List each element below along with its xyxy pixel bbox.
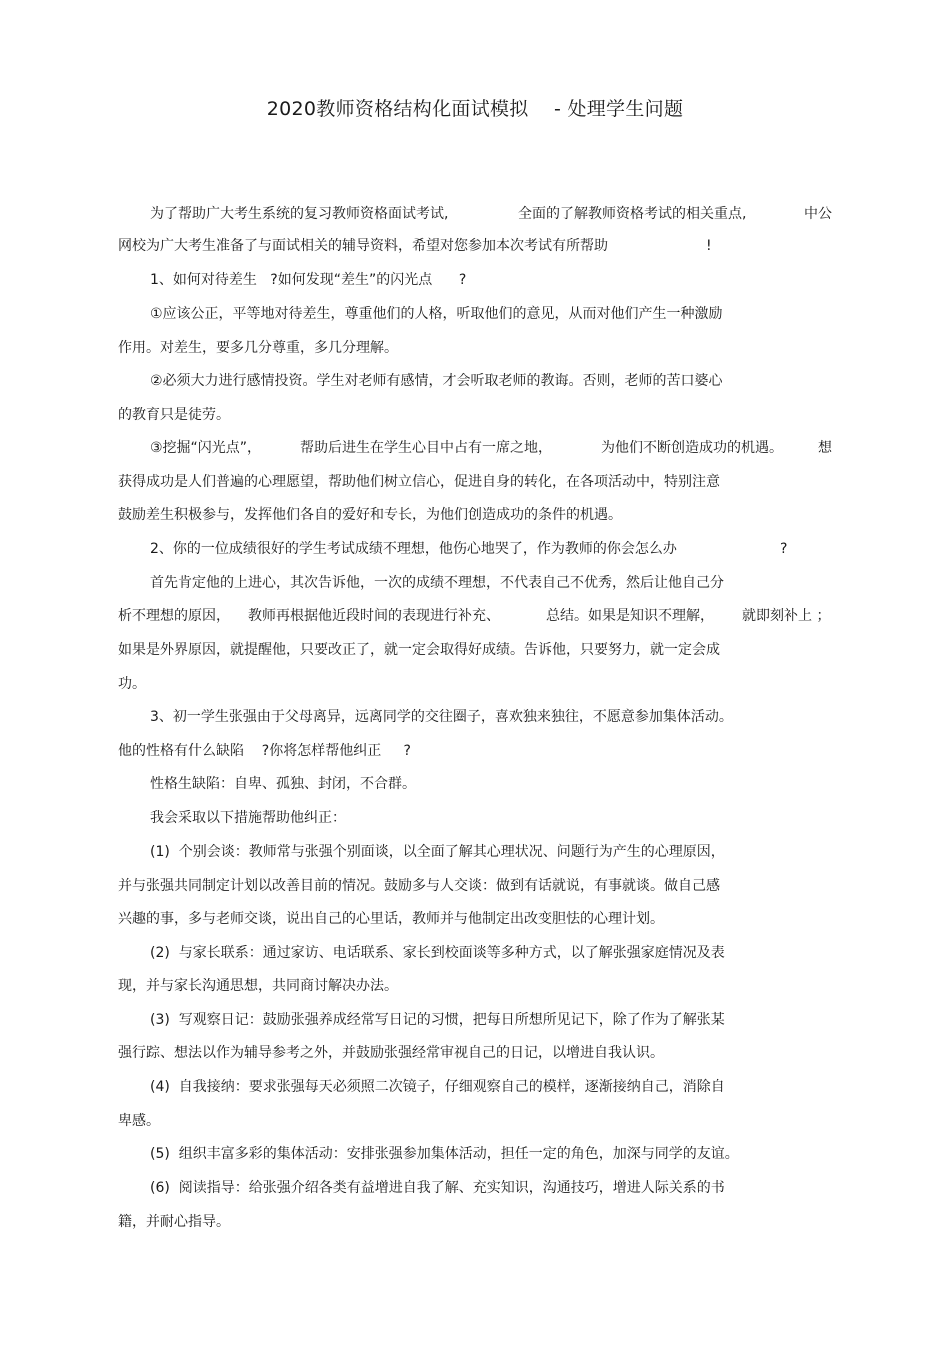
text-line: 功。: [118, 676, 146, 692]
text-line: ?: [780, 541, 788, 557]
text-line: 就即刻补上 ；: [742, 608, 831, 624]
text-line: 鼓励差生积极参与，发挥他们各自的爱好和专长，为他们创造成功的条件的机遇。: [118, 507, 622, 523]
document-title: 2020教师资格结构化面试模拟 - 处理学生问题: [266, 98, 684, 120]
text-line: 为他们不断创造成功的机遇。: [601, 440, 783, 456]
question-heading: 1、如何对待差生 ?如何发现“差生”的闪光点 ?: [150, 272, 467, 288]
text-line: 首先肯定他的上进心，其次告诉他，一次的成绩不理想，不代表自己不优秀，然后让他自己分: [150, 575, 724, 591]
list-item: (1) 个别会谈：教师常与张强个别面谈，以全面了解其心理状况、问题行为产生的心理原因，: [150, 844, 725, 860]
list-item: (3) 写观察日记：鼓励张强养成经常写日记的习惯，把每日所想所见记下，除了作为了解张某: [150, 1012, 725, 1028]
text-line: 强行踪、想法以作为辅导参考之外，并鼓励张强经常审视自己的日记，以增进自我认识。: [118, 1045, 664, 1061]
text-line: 我会采取以下措施帮助他纠正：: [150, 810, 346, 826]
text-line: 如果是外界原因，就提醒他，只要改正了，就一定会取得好成绩。告诉他，只要努力，就一定会成: [118, 642, 720, 658]
question-heading: 3、初一学生张强由于父母离异，远离同学的交往圈子，喜欢独来独往，不愿意参加集体活动。: [150, 709, 733, 725]
text-line: 籍，并耐心指导。: [118, 1214, 230, 1230]
list-item: (5) 组织丰富多彩的集体活动：安排张强参加集体活动，担任一定的角色，加深与同学的友谊。: [150, 1146, 739, 1162]
text-line: 网校为广大考生准备了与面试相关的辅导资料，希望对您参加本次考试有所帮助: [118, 238, 608, 254]
text-line: 总结。如果是知识不理解，: [546, 608, 714, 624]
text-line: 教师再根据他近段时间的表现进行补充、: [248, 608, 500, 624]
text-line: 中公: [804, 206, 832, 222]
text-line: 性格生缺陷：自卑、孤独、封闭，不合群。: [150, 776, 416, 792]
list-item: (2) 与家长联系：通过家访、电话联系、家长到校面谈等多种方式，以了解张强家庭情况及表: [150, 945, 725, 961]
text-line: 的教育只是徒劳。: [118, 407, 230, 423]
text-line: ③挖掘“闪光点”，: [150, 440, 262, 456]
text-line: 获得成功是人们普遍的心理愿望，帮助他们树立信心，促进自身的转化，在各项活动中，特别注意: [118, 474, 720, 490]
text-line: ①应该公正，平等地对待差生，尊重他们的人格，听取他们的意见，从而对他们产生一种激励: [150, 306, 723, 322]
text-line: 想: [818, 440, 832, 456]
text-line: 为了帮助广大考生系统的复习教师资格面试考试,: [150, 206, 449, 222]
text-line: 卑感。: [118, 1113, 160, 1129]
text-line: ②必须大力进行感情投资。学生对老师有感情，才会听取老师的教诲。否则，老师的苦口婆心: [150, 373, 723, 389]
question-heading: 2、你的一位成绩很好的学生考试成绩不理想，他伤心地哭了，作为教师的你会怎么办: [150, 541, 677, 557]
text-line: 他的性格有什么缺陷 ?你将怎样帮他纠正 ?: [118, 743, 411, 759]
text-line: 全面的了解教师资格考试的相关重点,: [518, 206, 747, 222]
list-item: (4) 自我接纳：要求张强每天必须照二次镜子，仔细观察自己的模样，逐渐接纳自己，消除自: [150, 1079, 725, 1095]
text-line: 帮助后进生在学生心目中占有一席之地，: [300, 440, 552, 456]
text-line: 析不理想的原因，: [118, 608, 230, 624]
text-line: 兴趣的事，多与老师交谈，说出自己的心里话，教师并与他制定出改变胆怯的心理计划。: [118, 911, 664, 927]
text-line: 作用。对差生，要多几分尊重，多几分理解。: [118, 340, 398, 356]
list-item: (6) 阅读指导：给张强介绍各类有益增进自我了解、充实知识，沟通技巧，增进人际关系的书: [150, 1180, 725, 1196]
text-line: 现，并与家长沟通思想，共同商讨解决办法。: [118, 978, 398, 994]
text-line: !: [706, 238, 712, 254]
text-line: 并与张强共同制定计划以改善目前的情况。鼓励多与人交谈：做到有话就说，有事就谈。做自己感: [118, 878, 720, 894]
